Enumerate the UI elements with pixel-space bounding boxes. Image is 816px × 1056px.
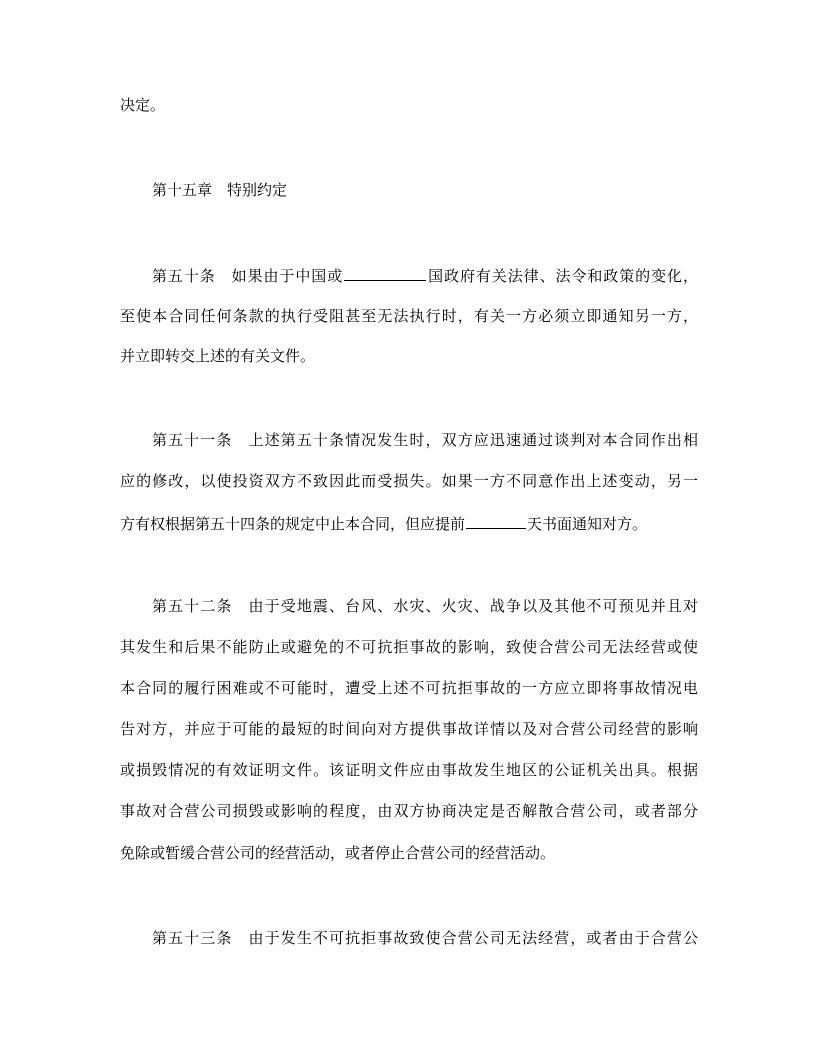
fill-blank-days[interactable] xyxy=(466,512,526,529)
article-50-line-1: 第五十条 如果由于中国或 国政府有关法律、法令和政策的变化， xyxy=(152,264,698,286)
chapter-number: 第十五章 xyxy=(152,181,213,199)
article-50-line-3: 并立即转交上述的有关文件。 xyxy=(120,347,316,365)
article-53-line-1: 第五十三条 由于发生不可抗拒事故致使合营公司无法经营，或者由于合营公 xyxy=(152,929,698,947)
article-52-line-5: 或损毁情况的有效证明文件。该证明文件应由事故发生地区的公证机关出具。根据 xyxy=(120,761,698,779)
article-52-label: 第五十二条 xyxy=(152,597,233,615)
article-53-label: 第五十三条 xyxy=(152,929,233,947)
article-50-label: 第五十条 xyxy=(152,267,216,285)
chapter-title: 特别约定 xyxy=(227,181,288,199)
article-52-line-1: 第五十二条 由于受地震、台风、水灾、火灾、战争以及其他不可预见并且对 xyxy=(152,597,698,615)
article-52-line-3: 本合同的履行困难或不可能时，遭受上述不可抗拒事故的一方应立即将事故情况电 xyxy=(120,679,698,697)
article-52-line-2: 其发生和后果不能防止或避免的不可抗拒事故的影响，致使合营公司无法经营或使 xyxy=(120,638,698,656)
article-51-line-1: 第五十一条 上述第五十条情况发生时，双方应迅速通过谈判对本合同作出相 xyxy=(152,431,698,449)
article-52-line-6: 事故对合营公司损毁或影响的程度，由双方协商决定是否解散合营公司，或者部分 xyxy=(120,802,698,820)
chapter-heading xyxy=(152,180,287,200)
article-51-label: 第五十一条 xyxy=(152,431,233,449)
article-51-line-3: 方有权根据第五十四条的规定中止本合同，但应提前 天书面通知对方。 xyxy=(120,512,647,534)
article-51-line-2: 应的修改，以使投资双方不致因此而受损失。如果一方不同意作出上述变动，另一 xyxy=(120,472,698,490)
article-52-line-7: 免除或暂缓合营公司的经营活动，或者停止合营公司的经营活动。 xyxy=(120,844,556,862)
article-50-line-2: 至使本合同任何条款的执行受阻甚至无法执行时，有关一方必须立即通知另一方， xyxy=(120,307,698,325)
intro-tail-text: 决定。 xyxy=(120,96,166,114)
article-52-line-4: 告对方，并应于可能的最短的时间向对方提供事故详情以及对合营公司经营的影响 xyxy=(120,720,698,738)
fill-blank-country[interactable] xyxy=(344,264,426,281)
